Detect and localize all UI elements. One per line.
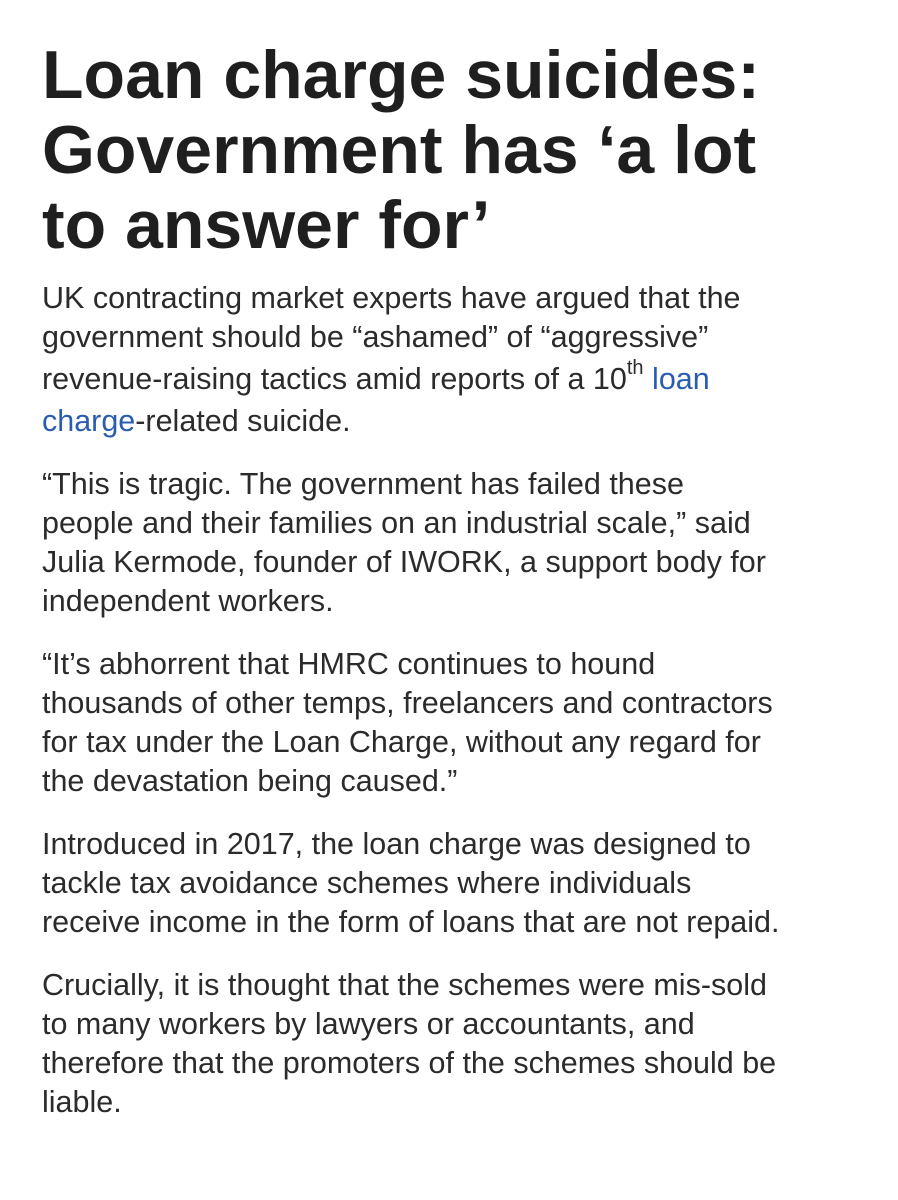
- paragraph-intro: [42, 279, 872, 441]
- headline-line: Government has ‘a lot: [42, 112, 757, 188]
- paragraph-line: thousands of other temps, freelancers and contractors: [42, 686, 773, 720]
- paragraph-line: for tax under the Loan Charge, without any regard for: [42, 725, 761, 759]
- paragraph-line: “This is tragic. The government has failed these: [42, 467, 684, 501]
- paragraph-line: to many workers by lawyers or accountants, and: [42, 1007, 695, 1041]
- paragraph-line: government should be “ashamed” of “aggressive”: [42, 320, 709, 354]
- headline-line: to answer for’: [42, 187, 491, 263]
- paragraph-line: tackle tax avoidance schemes where individuals: [42, 866, 692, 900]
- paragraph-line: Crucially, it is thought that the schemes were mis-sold: [42, 968, 767, 1002]
- article: [42, 38, 872, 1122]
- text-fragment: revenue-raising tactics amid reports of a 10: [42, 362, 627, 396]
- loan-charge-link-continued[interactable]: charge: [42, 404, 136, 438]
- paragraph-line: UK contracting market experts have argued that the: [42, 281, 741, 315]
- paragraph-line: Julia Kermode, founder of IWORK, a support body for: [42, 545, 766, 579]
- paragraph-background: [42, 825, 872, 942]
- superscript-th: th: [626, 357, 644, 379]
- paragraph-line: “It’s abhorrent that HMRC continues to hound: [42, 647, 656, 681]
- paragraph-line: receive income in the form of loans that are not repaid.: [42, 905, 780, 939]
- paragraph-mis-sold: [42, 966, 872, 1122]
- paragraph-line: the devastation being caused.”: [42, 764, 458, 798]
- paragraph-line: people and their families on an industrial scale,” said: [42, 506, 751, 540]
- paragraph-line: independent workers.: [42, 584, 334, 618]
- paragraph-line: [42, 357, 872, 402]
- paragraph-line: Introduced in 2017, the loan charge was designed to: [42, 827, 751, 861]
- headline-line: Loan charge suicides:: [42, 37, 760, 113]
- loan-charge-link[interactable]: loan: [652, 362, 710, 396]
- paragraph-line: [42, 402, 872, 441]
- text-fragment: -related suicide.: [135, 404, 351, 438]
- paragraph-line: liable.: [42, 1085, 122, 1119]
- paragraph-quote-hmrc: [42, 645, 872, 801]
- headline: [42, 38, 872, 263]
- paragraph-quote-kermode: [42, 465, 872, 621]
- paragraph-line: therefore that the promoters of the schemes should be: [42, 1046, 777, 1080]
